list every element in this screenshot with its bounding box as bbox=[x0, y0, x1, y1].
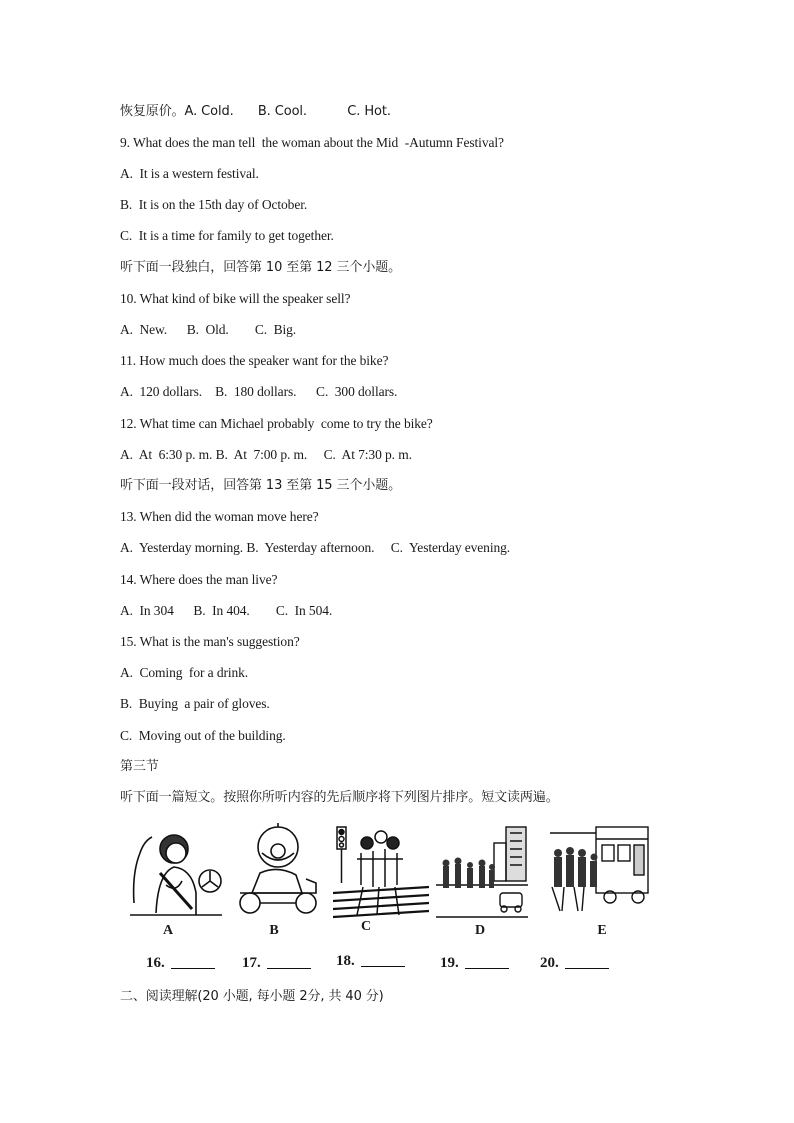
section-heading: 第三节 bbox=[120, 759, 159, 774]
answer-blank-19[interactable]: 19. bbox=[440, 954, 509, 972]
picture-label-c: C bbox=[360, 919, 372, 934]
text-line: 恢复原价。A. Cold. B. Cool. C. Hot. bbox=[120, 104, 391, 119]
option-line: A. In 304 B. In 404. C. In 504. bbox=[120, 603, 333, 618]
answer-blank-20[interactable]: 20. bbox=[540, 954, 609, 972]
picture-c bbox=[333, 823, 429, 919]
section-2-heading: 二、阅读理解(20 小题, 每小题 2分, 共 40 分) bbox=[120, 989, 384, 1004]
option-line: C. It is a time for family to get together. bbox=[120, 228, 334, 243]
picture-ordering-figure bbox=[120, 823, 680, 973]
option-line: A. Yesterday morning. B. Yesterday afternoon. C. Yesterday evening. bbox=[120, 540, 511, 555]
picture-label-a: A bbox=[162, 923, 174, 938]
option-line: A. At 6:30 p. m. B. At 7:00 p. m. C. At 7:30 p. m. bbox=[120, 447, 412, 462]
picture-e bbox=[550, 823, 650, 919]
question-9: 9. What does the man tell the woman about the Mid -Autumn Festival? bbox=[120, 135, 504, 150]
option-line: B. It is on the 15th day of October. bbox=[120, 197, 308, 212]
option-line: A. 120 dollars. B. 180 dollars. C. 300 dollars. bbox=[120, 384, 398, 399]
picture-label-d: D bbox=[474, 923, 486, 938]
question-15: 15. What is the man's suggestion? bbox=[120, 634, 300, 649]
option-line: A. It is a western festival. bbox=[120, 166, 259, 181]
question-10: 10. What kind of bike will the speaker sell? bbox=[120, 291, 351, 306]
section-instruction: 听下面一段独白，回答第 10 至第 12 三个小题。 bbox=[120, 260, 402, 275]
section-instruction: 听下面一段对话，回答第 13 至第 15 三个小题。 bbox=[120, 478, 402, 493]
answer-blank-18[interactable]: 18. bbox=[336, 952, 405, 970]
option-line: A. New. B. Old. C. Big. bbox=[120, 322, 297, 337]
option-line: B. Buying a pair of gloves. bbox=[120, 696, 270, 711]
section-instruction: 听下面一篇短文。按照你所听内容的先后顺序将下列图片排序。短文读两遍。 bbox=[120, 790, 559, 805]
question-14: 14. Where does the man live? bbox=[120, 572, 278, 587]
option-line: A. Coming for a drink. bbox=[120, 665, 249, 680]
answer-blank-17[interactable]: 17. bbox=[242, 954, 311, 972]
picture-label-e: E bbox=[597, 923, 607, 938]
answer-blank-16[interactable]: 16. bbox=[146, 954, 215, 972]
picture-b bbox=[232, 823, 324, 919]
picture-label-b: B bbox=[269, 923, 279, 938]
question-11: 11. How much does the speaker want for the bike? bbox=[120, 353, 389, 368]
question-12: 12. What time can Michael probably come to try the bike? bbox=[120, 416, 433, 431]
option-line: C. Moving out of the building. bbox=[120, 728, 286, 743]
question-13: 13. When did the woman move here? bbox=[120, 509, 319, 524]
picture-a bbox=[130, 823, 222, 919]
picture-d bbox=[436, 823, 528, 919]
